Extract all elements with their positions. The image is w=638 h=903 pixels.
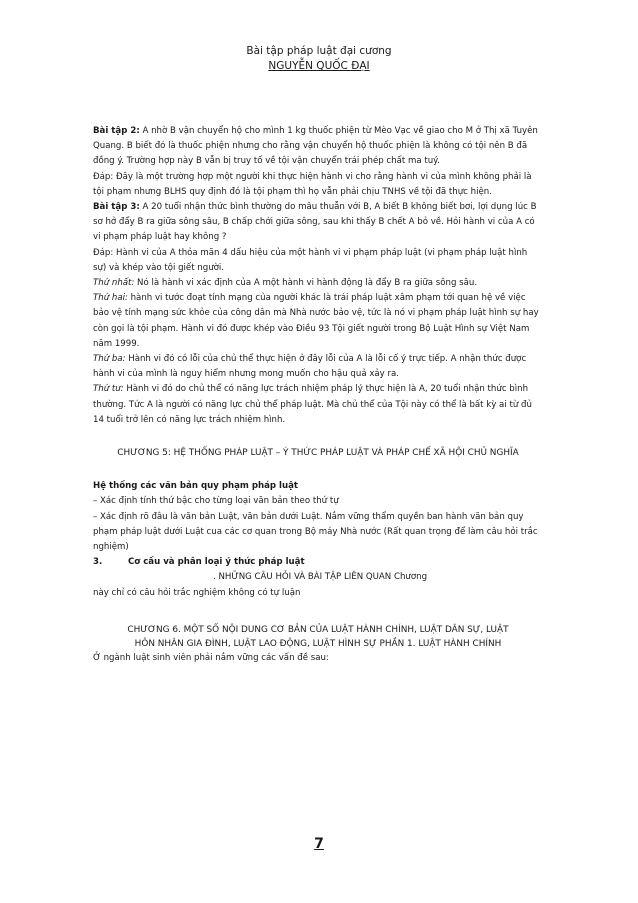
exercise-2-label: Bài tập 2: [93,126,140,136]
exercise-3-label: Bài tập 3: [93,202,140,213]
chapter-5-subheading: Hệ thống các văn bản quy phạm pháp luật [93,481,299,492]
chapter-5-item-1: – Xác định tính thứ bậc cho từng loại văn bản theo thứ tự [93,496,339,507]
header-author: NGUYỄN QUỐC ĐẠI [268,60,370,72]
chapter-6-title [93,623,543,651]
exercise-3-answer: Đáp: Hành vi của A thỏa mãn 4 dấu hiệu của một hành vi vi phạm pháp luật (vi phạm pháp luật hình sự) và khép vào tội giết người. [93,247,528,273]
chapter-5-related-heading: . NHỮNG CÂU HỎI VÀ BÀI TẬP LIÊN QUAN [213,572,392,583]
page-header [0,44,638,74]
header-title: Bài tập pháp luật đại cương [246,45,392,57]
exercise-2 [93,124,543,170]
document-body [93,124,543,666]
chapter-5-item-3-number: 3. [93,557,103,568]
exercise-2-answer: Đáp: Đây là một trường hợp một người khi thực hiện hành vi cho rằng hành vi của mình không phải là tội phạm nhưng BLHS quy định đó là tội phạm thì họ vẫn phải chịu TNHS về tội đã thực hiện. [93,171,532,197]
chapter-5-title: CHƯƠNG 5: HỆ THỐNG PHÁP LUẬT – Ý THỨC PHÁP LUẬT VÀ PHÁP CHẾ XÃ HỘI CHỦ NGHĨA [117,448,519,459]
point-second [93,291,543,352]
chapter-6-title-line-1: CHƯƠNG 6. MỘT SỐ NỘI DUNG CƠ BẢN CỦA LUẬT HÀNH CHÍNH, LUẬT DÂN SỰ, LUẬT [127,624,509,635]
chapter-5-item-3-text: Cơ cấu và phân loại ý thức pháp luật [128,557,305,568]
exercise-2-text: A nhờ B vận chuyển hộ cho mình 1 kg thuốc phiện từ Mèo Vạc về giao cho M ở Thị xã Tuyên Quang. B biết đó là thuốc phiện nhưng cho rằng vận chuyển hộ thuốc phiện là không có tội nên B đã đồng ý. Trường hợp này B vẫn bị truy tố về tội vận chuyển trái phép chất ma tuý. [93,126,538,167]
page-number [0,833,638,852]
point-fourth-label: Thứ tư: [93,384,124,395]
chapter-5-related [93,570,543,585]
point-first [93,276,543,291]
chapter-6-intro: Ở ngành luật sinh viên phải nắm vững các vấn đề sau: [93,652,329,663]
point-third [93,352,543,382]
chapter-5-item-3 [93,555,543,570]
chapter-5-note: này chỉ có câu hỏi trắc nghiệm không có tự luận [93,587,301,598]
point-first-label: Thứ nhất: [93,278,135,289]
point-second-label: Thứ hai: [93,293,128,304]
chapter-5-related-tail: Chương [391,572,428,583]
point-third-text: Hành vi đó có lỗi của chủ thể thực hiện ở đây lỗi của A là lỗi cố ý trực tiếp. A nhận thức được hành vi của mình là nguy hiểm nhưng mong muốn cho hậu quả xảy ra. [93,354,527,380]
exercise-3 [93,200,543,246]
point-first-text: Nó là hành vi xác định của A một hành vi hành động là đẩy B ra giữa sông sâu. [134,278,478,289]
point-fourth [93,382,543,428]
point-second-text: hành vi tước đoạt tính mạng của người khác là trái pháp luật xâm phạm tới quan hệ về việc bảo vệ tính mạng sức khỏe của công dân mà Nhà nước bảo vệ, tức là nó vi phạm pháp luật hình sự hay còn gọi là tội phạm. Hành vi đó được khép vào Điều 93 Tội giết người trong Bộ Luật Hình sự Việt Nam năm 1999. [93,293,539,349]
page-number-text: 7 [314,836,324,852]
chapter-6-title-line-2: HÔN NHÂN GIA ĐÌNH, LUẬT LAO ĐỘNG, LUẬT HÌNH SỰ PHẦN 1. LUẬT HÀNH CHÍNH [134,638,502,649]
point-third-label: Thứ ba: [93,354,126,365]
point-fourth-text: Hành vi đó do chủ thể có năng lực trách nhiệm pháp lý thực hiện là A, 20 tuổi nhận thức bình thường. Tức A là người có năng lực chủ thể pháp luật. Mà chủ thể của Tội này có thể là bất kỳ ai từ đủ 14 tuổi trở lên có năng lực trách nhiệm hình. [93,384,532,425]
exercise-3-text: A 20 tuổi nhận thức bình thường do mâu thuẫn với B, A biết B không biết bơi, lợi dụng lúc B sơ hở đẩy B ra giữa sông sâu, B chấp chới giữa sông, sau khi thấy B chết A bỏ về. Hỏi hành vi của A có vi phạm pháp luật hay không ? [93,202,537,243]
chapter-5-item-2: – Xác định rõ đâu là văn bản Luật, văn bản dưới Luật. Nắm vững thẩm quyền ban hành văn bản quy phạm pháp luật dưới Luật cua các cơ quan trong Bộ máy Nhà nước (Rất quan trọng để làm câu hỏi trắc nghiệm) [93,511,538,553]
